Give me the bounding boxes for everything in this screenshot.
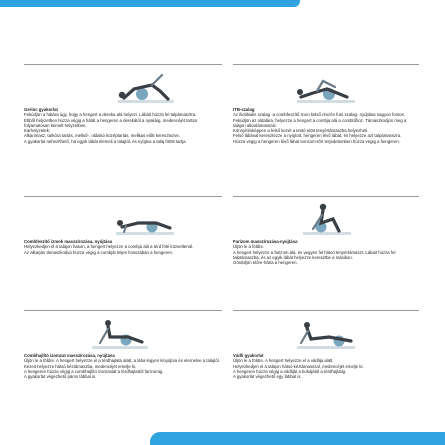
- exercise-title: Combhajlító izomzat masszírozása, nyújtása: [24, 353, 115, 358]
- exercise-text: A gyakorlat nehezíthető, ha egyik lábát elemeli a talajtól, és nyújtva a talaj fölött tartja.: [24, 138, 187, 144]
- foam-roller-hamstring-icon: [112, 201, 178, 239]
- exercise-text: A hengeren húzza végig a vádliját a bokájától a térdhajlatig.: [233, 368, 347, 374]
- exercise-text: Alkarimasz, tarkóra tartás, mellső-, oldalsó középtartás, mellkas előtt keresztezve.: [24, 133, 180, 139]
- exercise-card: [24, 196, 222, 308]
- foam-roller-back-icon: [112, 69, 178, 107]
- exercise-title: Gerinc gyakorlat: [24, 107, 58, 112]
- exercise-text: Ebből helyzetben húzza végig a hátát a hengeren a derekától a nyakáig, medencéjét tartsa folyamatosan kemelt helyzetben.: [24, 117, 197, 128]
- exercise-text: Karhelyzetek:: [24, 128, 51, 134]
- exercise-text: Helyezkedjen el a talajon hason, a hengert helyezze a combja alá a térd fölé közvetlenül.: [24, 244, 194, 250]
- exercise-card: [233, 64, 419, 176]
- foam-roller-adductor-icon: [86, 315, 152, 353]
- exercise-text: A gyakorlat végezhető páros lábbal is.: [24, 374, 97, 380]
- foam-roller-glute-icon: [293, 201, 359, 239]
- exercise-card: [233, 196, 419, 308]
- top-accent-bar: [0, 0, 300, 7]
- exercise-text: Az iliotibialis szalag -a combfeszítő izom külső részén futó szalag- nyújtása nagyon fontos.: [233, 112, 405, 118]
- bottom-accent-bar: [150, 432, 445, 445]
- exercise-text: A gyakorlat végezhető egy lábbal is.: [233, 374, 302, 380]
- exercise-title: Combfeszítő izmok masszírozása, nyújtása: [24, 239, 113, 244]
- exercise-text: Üljön le a földre. A hengert helyezze el a térdhajlata alatt, a lába legyen kinyújtva és elernelve a talajtól.: [24, 358, 220, 364]
- foam-roller-calf-icon: [293, 315, 359, 353]
- exercise-text: Üljön le a földre. A hengert helyezze el a vádlija alatt.: [233, 358, 334, 364]
- exercise-text: Felső lábával keresztezze a nyújtott, hengeren lévő lábát, és helyezze azt talpámasszra.: [233, 133, 402, 139]
- exercise-title: Farizom masszírozása-nyújtása: [233, 239, 298, 244]
- exercise-text: Fekúdjön a hátára úgy, hogy a hengert a dereka alá helyezi. Lábait húzza fel talpámasztra.: [24, 112, 197, 118]
- exercise-text: Üljön le a földre.: [233, 244, 265, 250]
- exercise-text: Az alkarján támaszkodva húzza végig a combját teljes hosszában a hengeren.: [24, 249, 174, 255]
- exercise-title: ITB-szalag: [233, 107, 255, 112]
- exercise-text: Fekúdjön az oldalára, helyezze a hengert a combja alá a combtőhoz. Támaszkodjon meg a talajon alkartámasszal.: [233, 117, 407, 128]
- exercise-card: [24, 64, 222, 176]
- exercise-card: [24, 310, 222, 422]
- exercise-text: Gördüljön előre-hátra a hengeren.: [233, 260, 298, 266]
- foam-roller-itb-icon: [293, 69, 359, 107]
- exercise-card: [233, 310, 419, 422]
- exercise-text: Húzza végig a hengeren lévő lábat tomzom-tőrt terjedelemben húzza végig a hengeren.: [233, 138, 400, 144]
- exercise-text: Helyezkedjen el a talajon hátsó kéztámasszal, medencéjét emelje ki.: [233, 363, 364, 369]
- exercise-text: Könnyítésképpen a felső kezét a testé elött tenyértámaszba helyezheti.: [233, 128, 369, 134]
- exercise-text: Kezeit helyezze hátsó kéztámaszba, medencéjét emelje ki.: [24, 363, 137, 369]
- exercise-title: Vádli gyakorlat: [233, 353, 264, 358]
- exercise-text: A hengert helyezze a farizom alá, és vegyen fel hátsó tenyértámaszt. Lábait húzza fel talptámaszba, és az egyik lábát helyezze keresztbe a másikon.: [233, 249, 396, 260]
- exercise-text: A hengeren húzza végig a combhajlító izomzatát a térdhajlattól farizomig.: [24, 368, 164, 374]
